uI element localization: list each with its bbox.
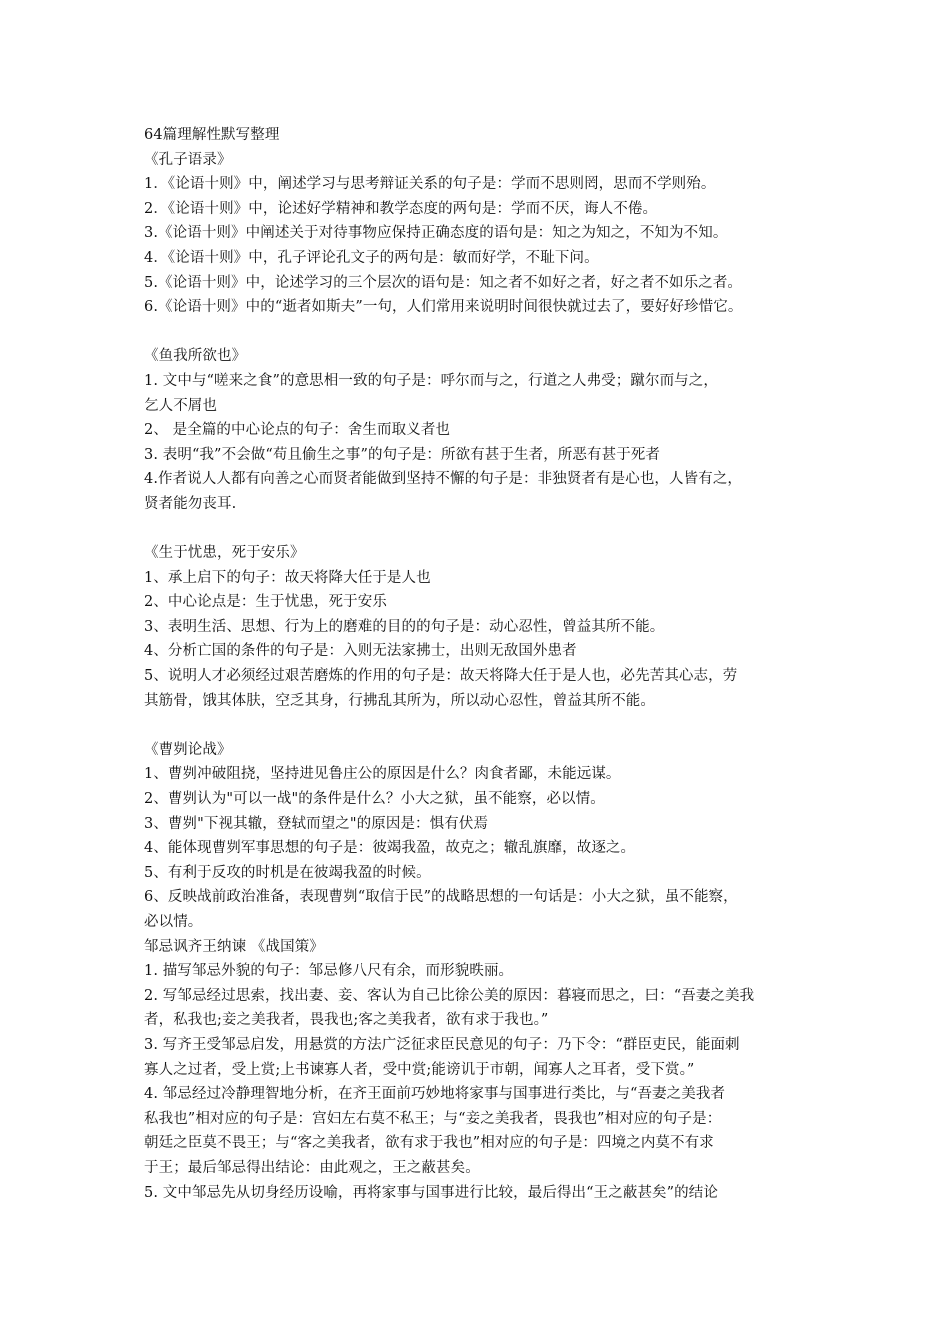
- text-line: 5、说明人才必须经过艰苦磨炼的作用的句子是：故天将降大任于是人也，必先苦其心志，劳: [144, 668, 738, 685]
- text-line: 4、能体现曹刿军事思想的句子是：彼竭我盈，故克之；辙乱旗靡，故逐之。: [144, 840, 636, 857]
- text-line: 1、承上启下的句子：故天将降大任于是人也: [144, 569, 431, 586]
- section-heading: 《孔子语录》: [144, 151, 232, 168]
- text-line: 4.作者说人人都有向善之心而贤者能做到坚持不懈的句子是：非独贤者有是心也，人皆有之，: [144, 471, 743, 488]
- text-line: 3.《论语十则》中阐述关于对待事物应保持正确态度的语句是：知之为知之，不知为不知。: [144, 225, 728, 242]
- text-line: 5、有利于反攻的时机是在彼竭我盈的时候。: [144, 864, 431, 881]
- document-title: 64篇理解性默写整理: [144, 127, 280, 143]
- section-heading: 邹忌讽齐王纳谏 《战国策》: [144, 938, 324, 955]
- text-line: 乞人不屑也: [144, 397, 217, 414]
- text-line: 其筋骨，饿其体肤，空乏其身，行拂乱其所为，所以动心忍性，曾益其所不能。: [144, 692, 655, 709]
- text-line: 2、中心论点是：生于忧患，死于安乐: [144, 594, 387, 611]
- blank-line: [144, 320, 824, 345]
- text-line: 必以情。: [144, 914, 203, 930]
- text-line: 2、 是全篇的中心论点的句子：舍生而取义者也: [144, 422, 451, 439]
- text-line: 4．《论语十则》中，孔子评论孔文子的两句是：敏而好学，不耻下问。: [144, 249, 599, 266]
- section-heading: 《生于忧患，死于安乐》: [144, 545, 305, 562]
- text-line: 5. 文中邹忌先从切身经历设喻，再将家事与国事进行比较，最后得出“王之蔽甚矣”的结论: [144, 1184, 718, 1201]
- text-line: 5.《论语十则》中，论述学习的三个层次的语句是：知之者不如好之者，好之者不如乐之者。: [144, 274, 743, 291]
- text-line: 2、曹刿认为"可以一战"的条件是什么？小大之狱，虽不能察，必以情。: [144, 791, 605, 808]
- text-line: 3. 写齐王受邹忌启发，用悬赏的方法广泛征求臣民意见的句子：乃下令：“群臣吏民，能面刺: [144, 1036, 740, 1053]
- document-body: [144, 123, 824, 1205]
- text-line: 4. 邹忌经过冷静理智地分析，在齐王面前巧妙地将家事与国事进行类比，与“吾妻之美我者: [144, 1086, 726, 1103]
- text-line: 2. 写邹忌经过思索，找出妻、妾、客认为自己比徐公美的原因：暮寝而思之，曰：“吾妻之美我: [144, 987, 755, 1004]
- text-line: 寡人之过者，受上赏;上书谏寡人者，受中赏;能谤讥于市朝，闻寡人之耳者，受下赏。”: [144, 1061, 695, 1078]
- text-line: 私我也”相对应的句子是：宫妇左右莫不私王；与“妾之美我者，畏我也”相对应的句子是：: [144, 1110, 722, 1127]
- text-line: 3、表明生活、思想、行为上的磨难的目的的句子是：动心忍性，曾益其所不能。: [144, 618, 665, 635]
- blank-line: [144, 517, 824, 542]
- text-line: 6.《论语十则》中的“逝者如斯夫”一句，人们常用来说明时间很快就过去了，要好好珍惜它。: [144, 299, 743, 316]
- blank-line: [144, 713, 824, 738]
- text-line: 6、反映战前政治准备，表现曹刿“取信于民”的战略思想的一句话是：小大之狱，虽不能察，: [144, 889, 738, 906]
- section-heading: 《曹刿论战》: [144, 741, 232, 758]
- text-line: 者，私我也;妾之美我者，畏我也;客之美我者，欲有求于我也。”: [144, 1012, 549, 1029]
- text-line: 朝廷之臣莫不畏王；与“客之美我者，欲有求于我也”相对应的句子是：四境之内莫不有求: [144, 1135, 714, 1152]
- text-line: 3、曹刿"下视其辙，登轼而望之"的原因是：惧有伏焉: [144, 815, 489, 832]
- text-line: 1. 文中与“嗟来之食”的意思相一致的句子是：呼尔而与之，行道之人弗受；蹴尔而与之，: [144, 372, 718, 389]
- text-line: 1、曹刿冲破阻挠，坚持进见鲁庄公的原因是什么？肉食者鄙，未能远谋。: [144, 766, 621, 783]
- text-line: 2．《论语十则》中，论述好学精神和教学态度的两句是：学而不厌，诲人不倦。: [144, 200, 658, 217]
- section-heading: 《鱼我所欲也》: [144, 348, 247, 365]
- text-line: 贤者能勿丧耳.: [144, 495, 237, 512]
- text-line: 于王；最后邹忌得出结论：由此观之，王之蔽甚矣。: [144, 1159, 480, 1176]
- text-line: 3. 表明“我”不会做“苟且偷生之事”的句子是：所欲有甚于生者，所恶有甚于死者: [144, 446, 660, 463]
- text-line: 4、分析亡国的条件的句子是：入则无法家拂士，出则无敌国外患者: [144, 643, 577, 660]
- text-line: 1．《论语十则》中，阐述学习与思考辩证关系的句子是：学而不思则罔，思而不学则殆。: [144, 176, 716, 193]
- text-line: 1. 描写邹忌外貌的句子：邹忌修八尺有余，而形貌昳丽。: [144, 963, 514, 980]
